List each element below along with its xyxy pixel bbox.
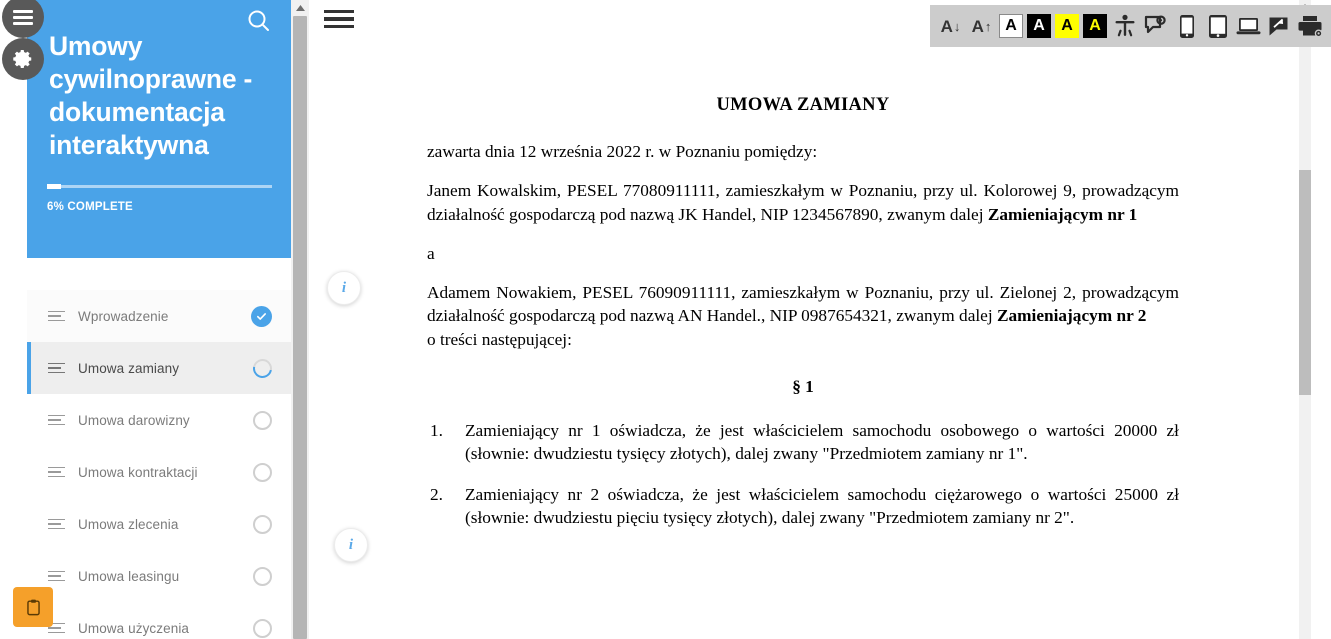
sidebar-left-margin xyxy=(0,0,27,639)
menu-icon xyxy=(13,7,33,28)
document-party-2 xyxy=(427,281,1179,328)
main-content xyxy=(309,0,1331,639)
decrease-font-size-button[interactable] xyxy=(937,13,964,40)
sidebar-item-label: Umowa kontraktacji xyxy=(78,464,198,480)
party-2-text: Adamem Nowakiem, PESEL 76090911111, zamieszkałym w Poznaniu, przy ul. Zielonej 2, prowadzącym działalność gospodarczą pod nazwą AN Handel., NIP 0987654321, zwanym dalej xyxy=(427,283,1179,326)
font-increase-icon: A ↑ xyxy=(971,16,992,36)
sidebar-item-label: Umowa użyczenia xyxy=(78,620,190,636)
status-badge xyxy=(253,619,272,638)
section-heading-1: § 1 xyxy=(792,377,814,397)
contrast-yellow-on-black-button[interactable]: A xyxy=(1083,14,1107,38)
screen-reader-icon xyxy=(1268,16,1291,37)
sidebar-item-label: Umowa zamiany xyxy=(78,360,180,376)
list-lines-icon xyxy=(48,412,65,429)
contrast-black-on-yellow-button[interactable]: A xyxy=(1055,14,1079,38)
mobile-view-button[interactable] xyxy=(1173,13,1200,40)
list-item: Zamieniający nr 2 oświadcza, że jest właścicielem samochodu ciężarowego o wartości 25000 zł (słownie: dwudziestu pięciu tysięcy złotych), dalej zwany "Przedmiotem zamiany nr 2". xyxy=(465,484,1179,527)
list-lines-icon xyxy=(48,308,65,325)
sidebar-item-wprowadzenie[interactable] xyxy=(27,290,291,342)
document-intro: zawarta dnia 12 września 2022 r. w Poznaniu pomiędzy: xyxy=(427,142,818,161)
scroll-up-arrow-icon[interactable] xyxy=(291,0,309,16)
contrast-default-button[interactable]: A xyxy=(999,14,1023,38)
notes-button[interactable] xyxy=(13,587,53,627)
sidebar-item-label: Umowa leasingu xyxy=(78,568,180,584)
list-lines-icon xyxy=(48,464,65,481)
tablet-view-button[interactable] xyxy=(1204,13,1231,40)
info-bubble-button[interactable]: i xyxy=(334,528,368,562)
document-title: UMOWA ZAMIANY xyxy=(716,95,890,115)
clipboard-icon xyxy=(24,598,43,617)
content-menu-button[interactable] xyxy=(324,6,354,28)
print-icon xyxy=(1298,15,1324,37)
status-badge xyxy=(253,411,272,430)
progress-bar-track xyxy=(47,185,272,188)
check-circle-icon xyxy=(251,306,272,327)
empty-circle-icon xyxy=(253,463,272,482)
party-1-text: Janem Kowalskim, PESEL 77080911111, zamieszkałym w Poznaniu, przy ul. Kolorowej 9, prowadzącym działalność gospodarczą pod nazwą JK Handel, NIP 1234567890, zwanym dalej xyxy=(427,181,1179,224)
sidebar xyxy=(0,0,291,639)
status-badge xyxy=(253,359,272,378)
sidebar-item-umowa-zamiany[interactable] xyxy=(27,342,291,394)
sidebar-item-umowa-zlecenia[interactable] xyxy=(27,498,291,550)
right-gutter xyxy=(1311,0,1331,639)
sidebar-item-umowa-darowizny[interactable] xyxy=(27,394,291,446)
menu-icon-bar xyxy=(324,17,354,20)
sidebar-header xyxy=(27,0,291,258)
progress-bar-fill xyxy=(47,184,61,189)
mobile-phone-icon xyxy=(1179,14,1195,39)
list-lines-icon xyxy=(48,568,65,585)
font-decrease-icon: A ↓ xyxy=(940,16,961,36)
sidebar-scrollbar[interactable] xyxy=(291,0,309,639)
print-button[interactable] xyxy=(1297,13,1324,40)
document-clause-list xyxy=(427,419,1179,529)
laptop-icon xyxy=(1236,16,1261,36)
empty-circle-icon xyxy=(253,515,272,534)
sidebar-scrollbar-thumb[interactable] xyxy=(293,16,307,639)
sidebar-item-label: Wprowadzenie xyxy=(78,308,169,324)
sidebar-item-label: Umowa darowizny xyxy=(78,412,190,428)
empty-circle-icon xyxy=(253,619,272,638)
party-2-role: Zamieniającym nr 2 xyxy=(996,306,1147,326)
course-title: Umowy cywilnoprawne - dokumentacja interaktywna xyxy=(49,31,253,160)
empty-circle-icon xyxy=(253,411,272,430)
document-body xyxy=(309,0,1291,639)
screen-reader-button[interactable] xyxy=(1266,13,1293,40)
document-closing: o treści następującej: xyxy=(427,329,572,349)
document-scrollbar-thumb[interactable] xyxy=(1299,170,1311,395)
list-lines-icon xyxy=(48,360,65,377)
tablet-icon xyxy=(1208,14,1228,39)
sidebar-item-label: Umowa zlecenia xyxy=(78,516,179,532)
party-1-role: Zamieniającym nr 1 xyxy=(987,204,1138,224)
progress-label: 6% COMPLETE xyxy=(47,201,133,213)
in-progress-circle-icon xyxy=(249,355,275,381)
gear-icon xyxy=(12,48,34,70)
list-item: Zamieniający nr 1 oświadcza, że jest właścicielem samochodu osobowego o wartości 20000 zł (słownie: dwudziestu tysięcy złotych), dalej zwany "Przedmiotem zamiany nr 1". xyxy=(465,421,1179,464)
settings-button[interactable] xyxy=(2,38,44,80)
contrast-white-on-black-button[interactable]: A xyxy=(1027,14,1051,38)
accessibility-button[interactable] xyxy=(1111,13,1138,40)
status-badge xyxy=(253,567,272,586)
document-party-1 xyxy=(427,179,1179,226)
status-badge xyxy=(251,306,272,327)
empty-circle-icon xyxy=(253,567,272,586)
info-bubble-button[interactable]: i xyxy=(327,271,361,305)
sidebar-item-umowa-leasingu[interactable] xyxy=(27,550,291,602)
menu-icon-bar xyxy=(324,25,354,28)
status-badge xyxy=(253,463,272,482)
sign-language-button[interactable] xyxy=(1142,13,1169,40)
desktop-view-button[interactable] xyxy=(1235,13,1262,40)
document-scrollbar[interactable] xyxy=(1299,0,1311,639)
status-badge xyxy=(253,515,272,534)
sidebar-nav-list xyxy=(27,290,291,639)
list-lines-icon xyxy=(48,516,65,533)
menu-icon-bar xyxy=(324,10,354,13)
accessibility-toolbar xyxy=(930,5,1331,47)
sidebar-item-umowa-kontraktacji[interactable] xyxy=(27,446,291,498)
progress-section xyxy=(47,185,272,213)
increase-font-size-button[interactable] xyxy=(968,13,995,40)
accessibility-icon xyxy=(1114,14,1136,38)
sign-language-icon xyxy=(1144,15,1168,37)
document-conjunction: a xyxy=(427,243,435,263)
sidebar-item-umowa-uzyczenia[interactable] xyxy=(27,602,291,639)
